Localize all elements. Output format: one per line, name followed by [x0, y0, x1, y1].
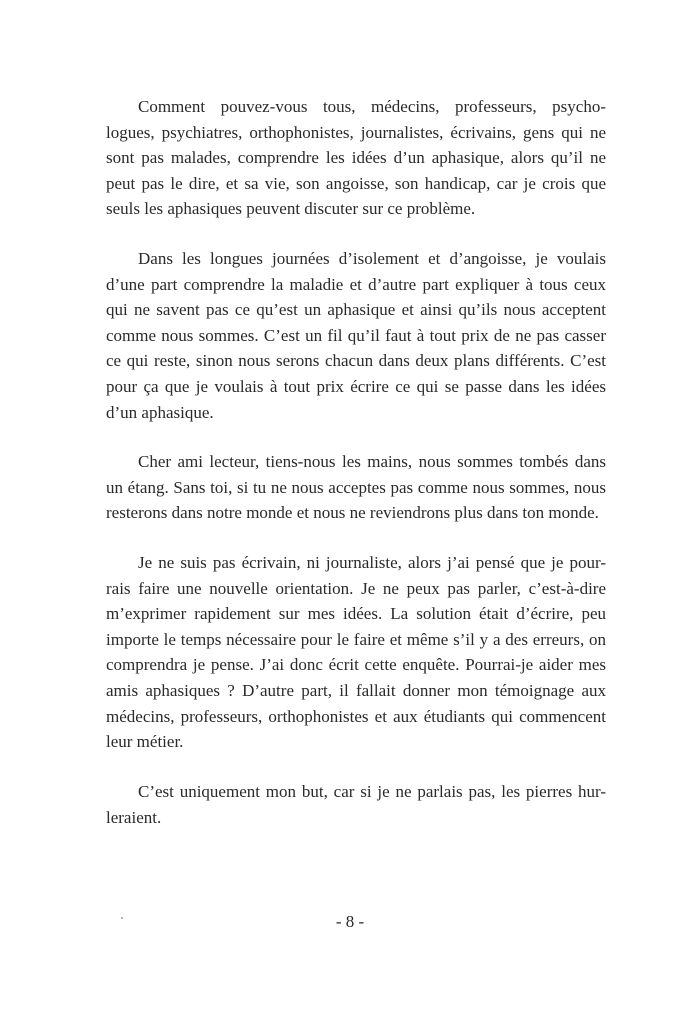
paragraph-2 [106, 246, 606, 425]
paragraph-line: Comment pouvez-vous tous, médecins, professeurs, psycho- [138, 97, 606, 116]
paragraph-line: sont pas malades, comprendre les idées d’un aphasique, alors qu’il ne [106, 148, 606, 168]
paragraph-line: leur métier. [106, 732, 184, 752]
paragraph-line: peut pas le dire, et sa vie, son angoisse, son handicap, car je crois que [106, 173, 606, 193]
paragraph-line: d’un aphasique. [106, 402, 214, 422]
paragraph-line: Cher ami lecteur, tiens-nous les mains, nous sommes tombés dans [138, 452, 606, 471]
paragraph-line: C’est uniquement mon but, car si je ne parlais pas, les pierres hur- [138, 782, 606, 801]
paragraph-line: logues, psychiatres, orthophonistes, journalistes, écrivains, gens qui ne [106, 122, 606, 142]
paragraph-line: amis aphasiques ? D’autre part, il fallait donner mon témoignage aux [106, 680, 606, 700]
paragraph-line: médecins, professeurs, orthophonistes et aux étudiants qui commencent [106, 706, 606, 726]
paragraph-line: Je ne suis pas écrivain, ni journaliste, alors j’ai pensé que je pour- [138, 553, 606, 572]
paragraph-line: pour ça que je voulais à tout prix écrire ce qui se passe dans les idées [106, 376, 606, 396]
paragraph-line: seuls les aphasiques peuvent discuter sur ce problème. [106, 199, 476, 219]
paragraph-line: un étang. Sans toi, si tu ne nous acceptes pas comme nous sommes, nous [106, 477, 606, 497]
paragraph-5 [106, 779, 606, 830]
paragraph-line: comprendra je pense. J’ai donc écrit cette enquête. Pourrai-je aider mes [106, 655, 606, 675]
paragraph-3 [106, 449, 606, 526]
paragraph-line: resterons dans notre monde et nous ne reviendrons plus dans ton monde. [106, 503, 599, 523]
paragraph-line: qui ne savent pas ce qu’est un aphasique et ainsi qu’ils nous acceptent [106, 300, 606, 320]
paragraph-line: rais faire une nouvelle orientation. Je ne peux pas parler, c’est-à-dire [106, 578, 606, 598]
paragraph-line: ce qui reste, sinon nous serons chacun dans deux plans différents. C’est [106, 351, 606, 371]
paragraph-1 [106, 94, 606, 222]
paragraph-line: importe le temps nécessaire pour le faire et même s’il y a des erreurs, on [106, 629, 606, 649]
paragraph-line: Dans les longues journées d’isolement et d’angoisse, je voulais [138, 249, 606, 268]
paragraph-line: leraient. [106, 807, 162, 827]
page-number: - 8 - [335, 912, 365, 931]
paragraph-line: d’une part comprendre la maladie et d’autre part expliquer à tous ceux [106, 274, 606, 294]
paragraph-line: m’exprimer rapidement sur mes idées. La solution était d’écrire, peu [106, 604, 606, 624]
paragraph-line: comme nous sommes. C’est un fil qu’il faut à tout prix de ne pas casser [106, 325, 606, 345]
paragraph-4 [106, 550, 606, 755]
